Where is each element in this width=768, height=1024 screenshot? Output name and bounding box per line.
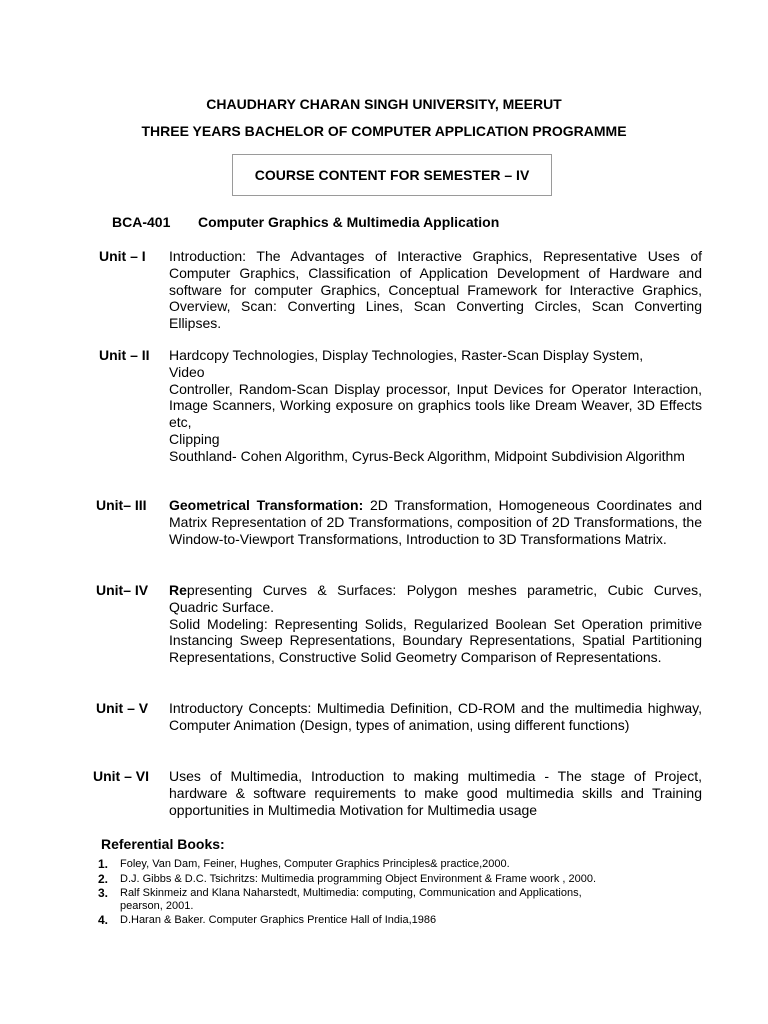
unit-3-rest: 2D Transformation, Homogeneous Coordinates and Matrix Representation of 2D Transformations, composition of 2D Transformations, the Window-to-Viewport Transformations, Introduction to 3D Transformations Matrix. [169, 497, 702, 547]
reference-item [98, 914, 698, 927]
unit-1-content [169, 248, 702, 332]
semester-heading: COURSE CONTENT FOR SEMESTER – IV [232, 154, 552, 196]
unit-2-text-3: Controller, Random-Scan Display processor, Input Devices for Operator Interaction, Image Scanners, Working exposure on graphics tools like Dream Weaver, 3D Effects etc, [169, 380, 702, 431]
reference-text: Ralf Skinmeiz and Klana Naharstedt, Multimedia: computing, Communication and Applications, pearson, 2001. [120, 887, 582, 912]
unit-6-text: Uses of Multimedia, Introduction to making multimedia - The stage of Project, hardware & software requirements to make good multimedia skills and Training opportunities in Multimedia Motivation for Multimedia usage [169, 768, 702, 818]
unit-6-label: Unit – VI [93, 768, 150, 784]
reference-text: D.J. Gibbs & D.C. Tsichritzs: Multimedia programming Object Environment & Frame woork , 2000. [120, 872, 597, 885]
programme-title: THREE YEARS BACHELOR OF COMPUTER APPLICATION PROGRAMME [141, 123, 627, 139]
unit-3-bold-lead: Geometrical Transformation: [169, 497, 364, 513]
reference-text: Foley, Van Dam, Feiner, Hughes, Computer Graphics Principles& practice,2000. [120, 858, 510, 870]
unit-5-label: Unit – V [96, 700, 149, 716]
course-title: Computer Graphics & Multimedia Application [198, 214, 500, 230]
unit-4-label: Unit– IV [96, 582, 149, 598]
reference-number: 2. [98, 871, 109, 886]
unit-2-content [169, 347, 702, 465]
unit-3-label: Unit– III [96, 497, 147, 513]
unit-5-text: Introductory Concepts: Multimedia Definition, CD-ROM and the multimedia highway, Computer Animation (Design, types of animation, using different functions) [169, 700, 702, 733]
unit-2-text-2: Video [169, 363, 205, 380]
reference-number: 4. [98, 913, 109, 927]
course-code: BCA-401 [112, 214, 171, 230]
references-list [98, 858, 698, 929]
unit-1-text: Introduction: The Advantages of Interactive Graphics, Representative Uses of Computer Graphics, Classification of Application Development of Hardware and software for computer Graphics, Conceptual Framework for Interactive Graphics, Overview, Scan: Converting Lines, Scan Converting Circles, Scan Converting Ellipses. [169, 248, 702, 332]
reference-text: D.Haran & Baker. Computer Graphics Prentice Hall of India,1986 [120, 914, 437, 926]
unit-2-text-1: Hardcopy Technologies, Display Technologies, Raster-Scan Display System, [169, 347, 644, 363]
reference-item [98, 887, 698, 912]
unit-4-text-1 [169, 582, 702, 616]
unit-2-text-4: Clipping [169, 430, 220, 447]
unit-6-content [169, 768, 702, 818]
reference-number: 1. [98, 857, 109, 871]
reference-item [98, 873, 698, 886]
course-heading [112, 213, 499, 231]
unit-1-label: Unit – I [99, 248, 146, 264]
unit-3-text [169, 497, 702, 547]
unit-4-text-2: Solid Modeling: Representing Solids, Regularized Boolean Set Operation primitive Instancing Sweep Representations, Boundary Representations, Spatial Partitioning Representations, Constructive Solid Geometry Comparison of Representations. [169, 615, 702, 666]
unit-4-rest: presenting Curves & Surfaces: Polygon meshes parametric, Cubic Curves, Quadric Surface. [169, 582, 702, 615]
university-title: CHAUDHARY CHARAN SINGH UNIVERSITY, MEERUT [206, 96, 562, 112]
unit-4-content [169, 582, 702, 666]
unit-4-bold-lead: Re [169, 582, 187, 598]
unit-2-text-5: Southland- Cohen Algorithm, Cyrus-Beck Algorithm, Midpoint Subdivision Algorithm [169, 447, 685, 464]
unit-3-content [169, 497, 702, 547]
reference-item [98, 858, 698, 871]
references-title: Referential Books: [101, 836, 225, 852]
unit-5-content [169, 700, 702, 734]
reference-number: 3. [98, 886, 109, 900]
unit-2-label: Unit – II [99, 347, 150, 363]
